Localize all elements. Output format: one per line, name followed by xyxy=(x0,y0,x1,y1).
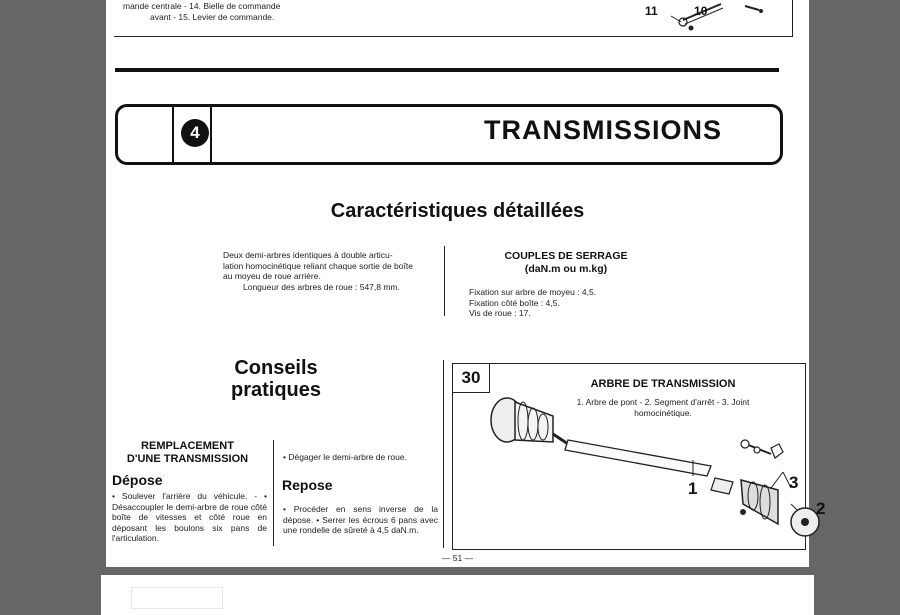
previous-figure-caption xyxy=(123,1,280,23)
figure-30 xyxy=(452,363,826,550)
figure-caption xyxy=(573,397,753,418)
callout-label: 11 xyxy=(645,4,658,18)
header-divider xyxy=(172,107,174,162)
document-page xyxy=(106,0,826,567)
advice-heading-line: pratiques xyxy=(230,379,322,401)
figure-caption-line: 1. Arbre de pont - 2. Segment d'arrêt - 3. Joint xyxy=(576,397,750,407)
figure-title: ARBRE DE TRANSMISSION xyxy=(590,378,736,390)
header-divider xyxy=(210,107,212,162)
depose-text: • Soulever l'arrière du véhicule. - • Désaccoupler le demi-arbre de roue côté boîte de vitesses et côté roue en déposant les boulons six pans de l'articulation. xyxy=(112,491,267,543)
section-separator xyxy=(115,68,779,72)
figure-caption-line: homocinétique. xyxy=(634,407,692,418)
torque-heading-line: COUPLES DE SERRAGE xyxy=(504,250,628,262)
next-document-page xyxy=(101,575,814,615)
repose-heading: Repose xyxy=(282,477,333,493)
driveshaft-drawing xyxy=(453,364,826,549)
figure-label-3: 3 xyxy=(789,473,799,492)
section-title: TRANSMISSIONS xyxy=(483,115,722,145)
torque-item: Vis de roue : 17. xyxy=(469,308,531,318)
page-number: — 51 — xyxy=(441,553,474,563)
column-divider xyxy=(443,360,444,548)
figure-label-1: 1 xyxy=(688,479,698,498)
intro-line: Deux demi-arbres identiques à double articu- xyxy=(223,250,393,260)
replacement-heading xyxy=(106,440,269,466)
intro-line: Longueur des arbres de roue : 547,8 mm. xyxy=(243,281,400,292)
column-divider xyxy=(273,440,274,546)
replacement-heading-line: D'UNE TRANSMISSION xyxy=(126,453,249,465)
advice-heading-line: Conseils xyxy=(234,357,318,379)
depose-heading: Dépose xyxy=(112,472,163,488)
figure-number: 30 xyxy=(453,364,490,393)
torque-heading xyxy=(471,250,661,276)
callout-label: 10 xyxy=(694,4,708,18)
torque-list xyxy=(469,287,596,319)
figure-label-2: 2 xyxy=(816,499,826,518)
caption-line: avant - 15. Levier de commande. xyxy=(150,12,275,22)
caption-line: mande centrale - 14. Bielle de commande xyxy=(123,1,281,11)
torque-item: Fixation sur arbre de moyeu : 4,5. xyxy=(469,287,597,297)
section-number-badge: 4 xyxy=(181,119,209,147)
column-divider xyxy=(444,246,445,316)
characteristics-intro xyxy=(223,250,423,292)
disengage-text: • Dégager le demi-arbre de roue. xyxy=(283,452,407,462)
section-header xyxy=(115,104,783,165)
intro-line: lation homocinétique reliant chaque sortie de boîte xyxy=(223,260,413,271)
replacement-heading-line: REMPLACEMENT xyxy=(141,440,234,452)
intro-line: au moyeu de roue arrière. xyxy=(223,271,321,281)
torque-item: Fixation côté boîte : 4,5. xyxy=(469,297,560,308)
previous-figure-callouts xyxy=(645,4,707,18)
torque-heading-line: (daN.m ou m.kg) xyxy=(524,263,608,275)
next-page-header-box xyxy=(131,587,223,609)
characteristics-heading: Caractéristiques détaillées xyxy=(330,200,585,222)
repose-text: • Procéder en sens inverse de la dépose. • Serrer les écrous 6 pans avec une rondelle de sûreté à 4,5 daN.m. xyxy=(283,504,438,535)
advice-heading xyxy=(201,357,351,401)
